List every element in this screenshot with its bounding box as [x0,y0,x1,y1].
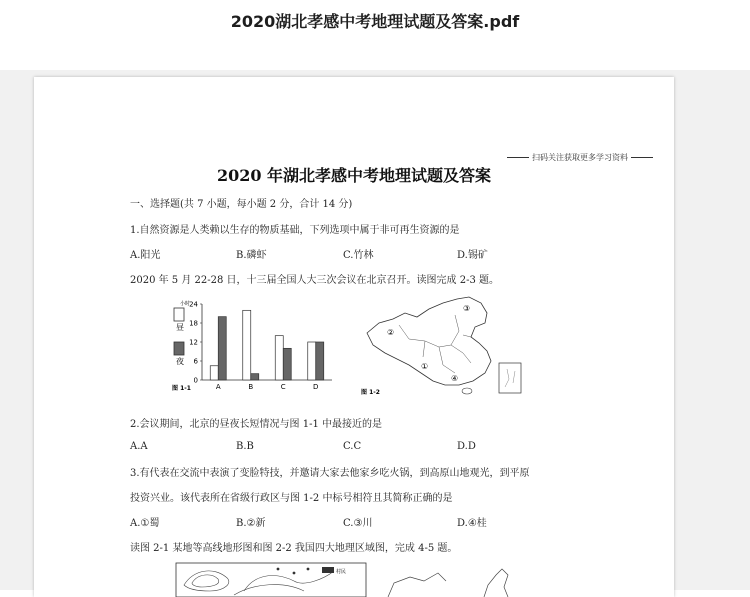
x-tick-label: C [280,383,286,391]
q3-option-a: A.①蜀 [130,518,160,529]
q1-option-a: A.阳光 [130,250,161,261]
map-marker-3: ③ [463,304,471,313]
q2-option-d: D.D [457,441,476,452]
topo-label: 村民 [336,569,347,575]
document-title: 2020 年湖北孝感中考地理试题及答案 [216,166,492,185]
bar-A-0 [210,366,218,380]
q3-option-b: B.②新 [236,518,266,529]
promo-stamp [504,152,656,163]
bar-D-0 [308,342,316,380]
bar-B-0 [243,310,251,380]
legend-day-label: 昼 [176,323,184,332]
x-tick-label: D [313,383,319,391]
fig11-caption: 图 1-1 [172,385,191,392]
x-tick-label: B [248,383,254,391]
y-tick-label: 18 [189,319,198,328]
fig12-caption: 图 1-2 [361,389,380,396]
stamp-dash-right [631,157,653,158]
y-tick-label: 12 [189,338,198,347]
settlement-dot [293,572,296,575]
y-tick-label: 6 [193,357,198,366]
figure-2-1-topo-map [174,561,374,597]
question-3-line-2: 投资兴业。该代表所在省级行政区与图 1-2 中标号相符且其简称正确的是 [130,493,453,504]
q3-option-c: C.③川 [343,518,373,529]
q1-option-b: B.磷虾 [236,250,267,261]
figure-1-2-map [359,295,529,399]
map-marker-1: ① [421,362,429,371]
settlement-dot [277,568,280,571]
window-title: 2020湖北孝感中考地理试题及答案.pdf [230,12,520,31]
intro-4-5: 读图 2-1 某地等高线地形图和图 2-2 我国四大地理区域图，完成 4-5 题。 [130,543,458,554]
fig11-unit: 小时 [180,301,191,307]
stamp-text: 扫码关注获取更多学习资料 [532,153,628,162]
legend-night-swatch [174,342,184,355]
legend-day-swatch [174,308,184,321]
stamp-dash-left [507,157,529,158]
legend-swatch [322,567,334,573]
bar-D-1 [316,342,324,380]
title-bar [0,0,750,70]
question-2: 2.会议期间，北京的昼夜长短情况与图 1-1 中最接近的是 [130,419,383,430]
china-outline [367,297,491,385]
bar-B-1 [251,374,259,380]
figure-2-2-region-map [384,561,514,597]
region-outline [388,569,508,597]
south-china-sea-inset [499,363,521,393]
question-3-line-1: 3.有代表在交流中表演了变脸特技，并邀请大家去他家乡吃火锅，到高原山地观光，到平原 [130,468,530,479]
figure-1-1-chart [172,296,342,394]
question-1: 1.自然资源是人类赖以生存的物质基础，下列选项中属于非可再生资源的是 [130,225,460,236]
map-marker-2: ② [387,328,395,337]
y-tick-label: 24 [189,300,198,309]
intro-2-3: 2020 年 5 月 22-28 日，十三届全国人大三次会议在北京召开。读图完成 2-3 题。 [130,275,499,286]
bar-A-1 [218,317,226,380]
legend-night-label: 夜 [176,357,184,366]
settlement-dot [307,568,310,571]
x-tick-label: A [215,383,221,391]
q2-option-b: B.B [236,441,254,452]
q2-option-c: C.C [343,441,362,452]
pdf-viewer[interactable] [0,70,750,590]
q2-option-a: A.A [130,441,148,452]
figure-2-1 [174,561,374,597]
q1-option-d: D.锡矿 [457,250,488,261]
hainan-island [462,388,472,394]
figure-1-2 [359,295,529,403]
figure-2-2 [384,561,514,597]
bar-C-1 [283,348,291,380]
q1-option-c: C.竹林 [343,250,374,261]
pdf-page [34,77,674,597]
section-heading: 一、选择题(共 7 小题，每小题 2 分，合计 14 分) [130,199,353,210]
bar-C-0 [275,336,283,380]
map-marker-4: ④ [451,374,459,383]
y-tick-label: 0 [193,376,198,385]
q3-option-d: D.④桂 [457,518,487,529]
figure-1-1 [172,296,342,398]
